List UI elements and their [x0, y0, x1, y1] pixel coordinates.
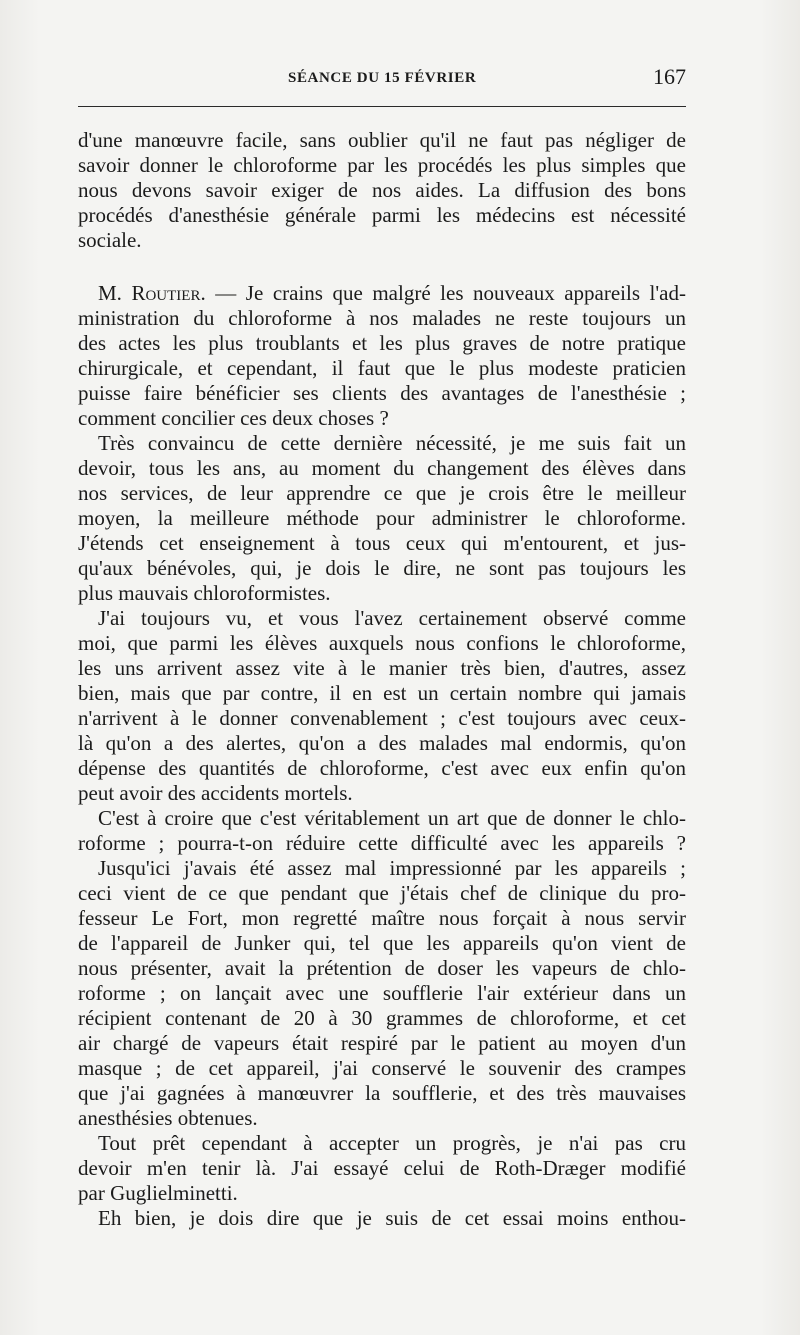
paragraph-3 [78, 431, 686, 606]
paragraph-4 [78, 606, 686, 806]
text-line: J'étends cet enseignement à tous ceux qui m'entourent, et jus- [78, 531, 686, 555]
body-text [78, 128, 686, 1231]
text-line: dépense des quantités de chloroforme, c'est avec eux enfin qu'on [78, 756, 686, 780]
text-line: nous présenter, avait la prétention de doser les vapeurs de chlo- [78, 956, 686, 980]
text-line: que j'ai gagnées à manœuvrer la soufflerie, et des très mauvaises [78, 1081, 686, 1105]
text-line: Eh bien, je dois dire que je suis de cet essai moins enthou- [98, 1206, 686, 1230]
text-line: de l'appareil de Junker qui, tel que les appareils qu'on vient de [78, 931, 686, 955]
text-line: d'une manœuvre facile, sans oublier qu'il ne faut pas négliger de [78, 128, 686, 152]
text-line: bien, mais que par contre, il en est un certain nombre qui jamais [78, 681, 686, 705]
text-line: nous devons savoir exiger de nos aides. La diffusion des bons [78, 178, 686, 202]
text-line: roforme ; pourra-t-on réduire cette difficulté avec les appareils ? [78, 831, 686, 855]
text-line: ministration du chloroforme à nos malades ne reste toujours un [78, 306, 686, 330]
text-line: fesseur Le Fort, mon regretté maître nous forçait à nous servir [78, 906, 686, 930]
text-line: Jusqu'ici j'avais été assez mal impressionné par les appareils ; [98, 856, 686, 880]
text-line: masque ; de cet appareil, j'ai conservé le souvenir des crampes [78, 1056, 686, 1080]
text-line: moyen, la meilleure méthode pour administrer le chloroforme. [78, 506, 686, 530]
text-line: comment concilier ces deux choses ? [78, 406, 389, 430]
speaker-prefix: M. [98, 281, 132, 305]
paragraph-8 [78, 1206, 686, 1231]
text-line: anesthésies obtenues. [78, 1106, 258, 1130]
text-line: n'arrivent à le donner convenablement ; c'est toujours avec ceux- [78, 706, 686, 730]
text-line: nos services, de leur apprendre ce que je crois être le meilleur [78, 481, 686, 505]
text-line: air chargé de vapeurs était respiré par le patient au moyen d'un [78, 1031, 686, 1055]
text-line: procédés d'anesthésie générale parmi les médecins est nécessité [78, 203, 686, 227]
text-line: peut avoir des accidents mortels. [78, 781, 353, 805]
text-line: les uns arrivent assez vite à le manier très bien, d'autres, assez [78, 656, 686, 680]
text-line: J'ai toujours vu, et vous l'avez certainement observé comme [98, 606, 686, 630]
text-line: roforme ; on lançait avec une soufflerie l'air extérieur dans un [78, 981, 686, 1005]
text-line: qu'aux bénévoles, qui, je dois le dire, ne sont pas toujours les [78, 556, 686, 580]
text-line: récipient contenant de 20 à 30 grammes de chloroforme, et cet [78, 1006, 686, 1030]
speaker-name: Routier [131, 281, 201, 305]
speech-text: . — Je crains que malgré les nouveaux appareils l'ad- [200, 281, 686, 305]
text-line: devoir m'en tenir là. J'ai essayé celui de Roth-Dræger modifié [78, 1156, 686, 1180]
text-line: devoir, tous les ans, au moment du changement des élèves dans [78, 456, 686, 480]
running-head-title: SÉANCE DU 15 FÉVRIER [288, 70, 477, 86]
text-line: plus mauvais chloroformistes. [78, 581, 331, 605]
text-line: Tout prêt cependant à accepter un progrès, je n'ai pas cru [98, 1131, 686, 1155]
text-line: des actes les plus troublants et les plus graves de notre pratique [78, 331, 686, 355]
text-line: savoir donner le chloroforme par les procédés les plus simples que [78, 153, 686, 177]
text-line: chirurgicale, et cependant, il faut que le plus modeste praticien [78, 356, 686, 380]
paragraph-6 [78, 856, 686, 1131]
text-line: C'est à croire que c'est véritablement un art que de donner le chlo- [98, 806, 686, 830]
text-line: là qu'on a des alertes, qu'on a des malades mal endormis, qu'on [78, 731, 686, 755]
paragraph-7 [78, 1131, 686, 1206]
paragraph-1 [78, 128, 686, 253]
text-line: Très convaincu de cette dernière nécessité, je me suis fait un [98, 431, 686, 455]
text-line [78, 281, 686, 306]
text-line: puisse faire bénéficier ses clients des avantages de l'anesthésie ; [78, 381, 686, 405]
paragraph-2 [78, 281, 686, 431]
text-line: ceci vient de ce que pendant que j'étais chef de clinique du pro- [78, 881, 686, 905]
header-rule [78, 106, 686, 107]
text-line: moi, que parmi les élèves auxquels nous confions le chloroforme, [78, 631, 686, 655]
paragraph-5 [78, 806, 686, 856]
text-line: sociale. [78, 228, 142, 252]
text-line: par Guglielminetti. [78, 1181, 238, 1205]
page-number: 167 [653, 64, 686, 89]
